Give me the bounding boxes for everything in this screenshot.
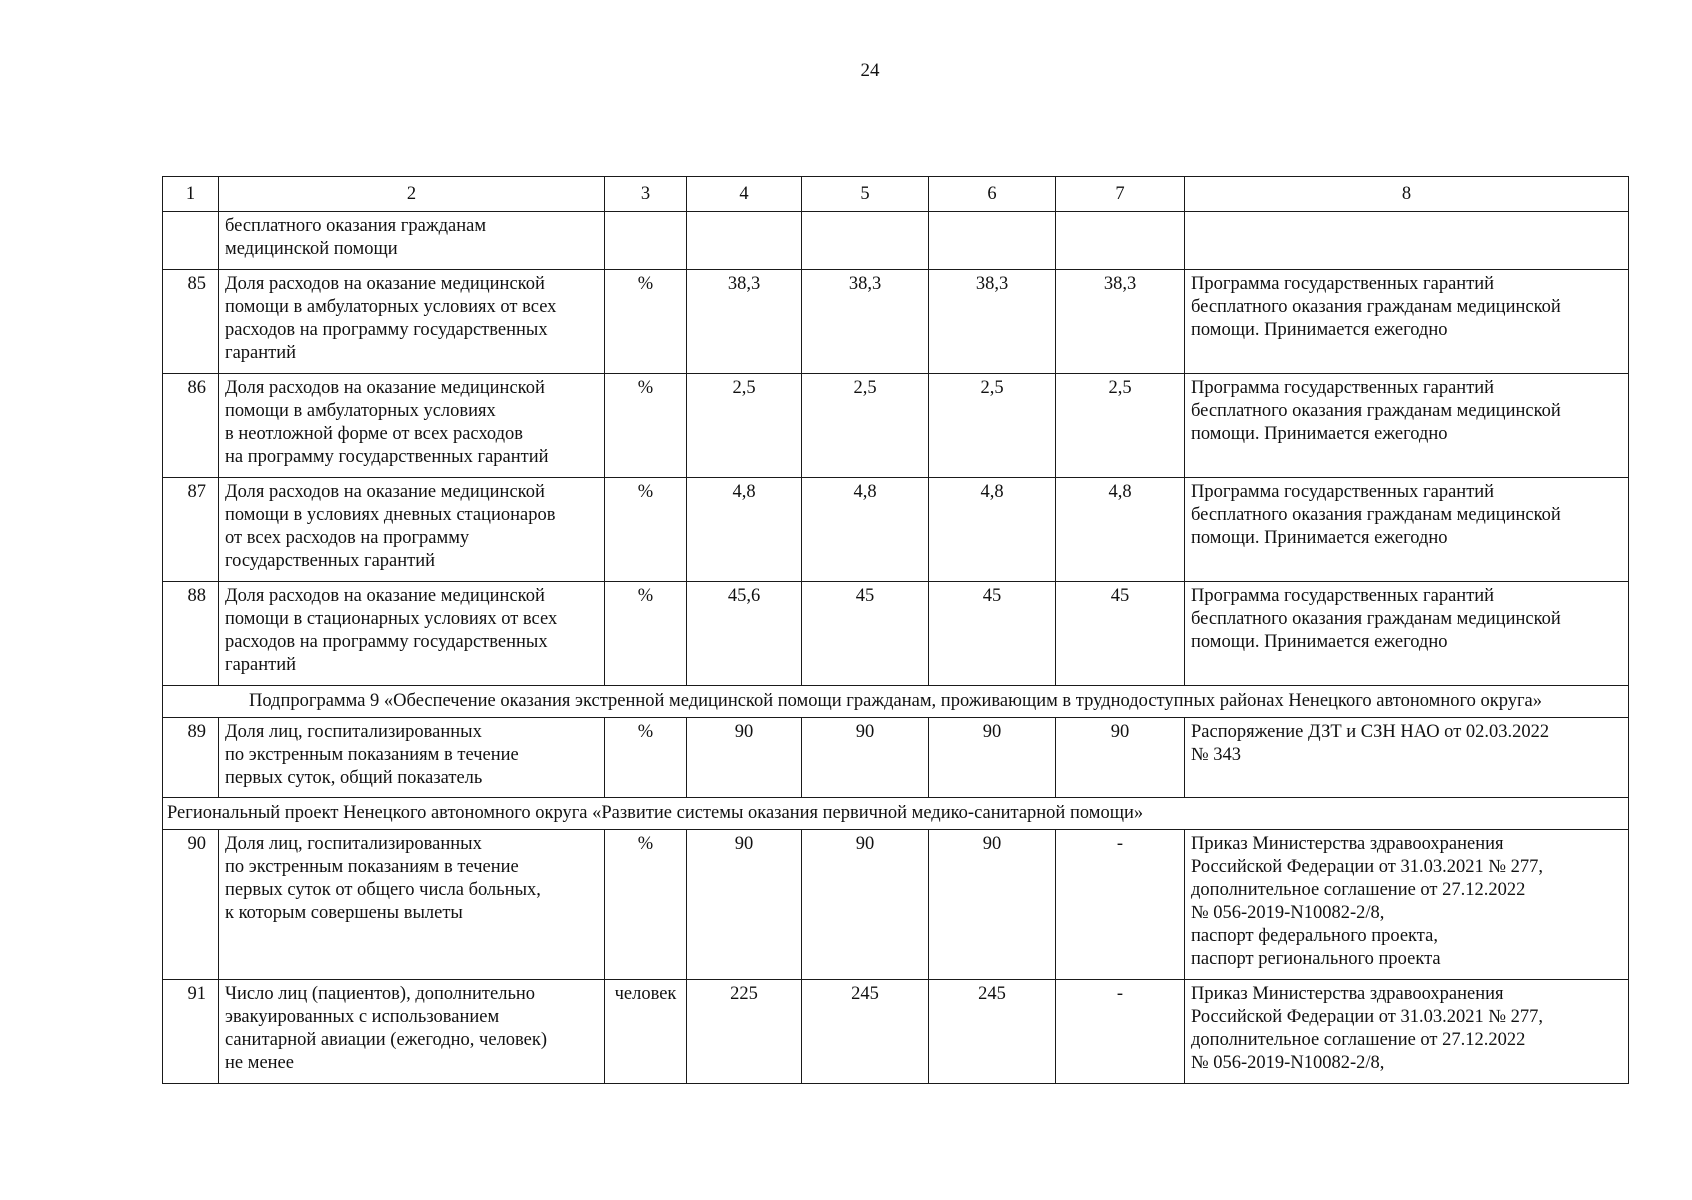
source-line: дополнительное соглашение от 27.12.2022 — [1191, 880, 1526, 900]
table-row — [163, 980, 1629, 1084]
indicator-number-cell: 85 — [163, 270, 219, 374]
value-cell-v5: 90 — [802, 830, 929, 980]
indicator-name-line: помощи в условиях дневных стационаров — [225, 505, 556, 525]
value-cell — [929, 212, 1056, 270]
value-cell-v5: 38,3 — [802, 270, 929, 374]
source-line: Российской Федерации от 31.03.2021 № 277, — [1191, 857, 1544, 877]
source-line: помощи. Принимается ежегодно — [1191, 320, 1448, 340]
indicator-name-line: эвакуированных с использованием — [225, 1007, 500, 1027]
column-header: 3 — [605, 177, 687, 212]
source-cell — [1185, 830, 1629, 980]
table-row — [163, 478, 1629, 582]
table-row — [163, 582, 1629, 686]
source-line: Российской Федерации от 31.03.2021 № 277, — [1191, 1007, 1544, 1027]
value-cell-v4: 4,8 — [687, 478, 802, 582]
source-cell — [1185, 582, 1629, 686]
indicator-name-line: Доля лиц, госпитализированных — [225, 834, 482, 854]
value-cell-v4: 38,3 — [687, 270, 802, 374]
value-cell-v4: 2,5 — [687, 374, 802, 478]
indicators-table — [162, 176, 1629, 1084]
indicator-name-line: помощи в амбулаторных условиях от всех — [225, 297, 557, 317]
indicator-number-cell: 88 — [163, 582, 219, 686]
source-line: бесплатного оказания гражданам медицинской — [1191, 297, 1561, 317]
indicator-name-line: бесплатного оказания гражданам — [225, 216, 487, 236]
value-cell-v4: 90 — [687, 830, 802, 980]
source-cell — [1185, 980, 1629, 1084]
indicator-name-line: гарантий — [225, 343, 297, 363]
column-number-header-row — [163, 177, 1629, 212]
indicator-name-line: санитарной авиации (ежегодно, человек) — [225, 1030, 548, 1050]
source-line: № 056-2019-N10082-2/8, — [1191, 903, 1385, 923]
source-line: Приказ Министерства здравоохранения — [1191, 834, 1504, 854]
value-cell-v7: 2,5 — [1056, 374, 1185, 478]
subprogram-section-row-title: Подпрограмма 9 «Обеспечение оказания экстренной медицинской помощи гражданам, проживающим в труднодоступных районах Ненецкого автономного округа» — [163, 686, 1629, 718]
value-cell-v4: 90 — [687, 718, 802, 798]
value-cell-v7: 4,8 — [1056, 478, 1185, 582]
source-line: бесплатного оказания гражданам медицинской — [1191, 609, 1561, 629]
indicator-name-cell — [219, 718, 605, 798]
source-line: паспорт регионального проекта — [1191, 949, 1441, 969]
unit-cell — [605, 212, 687, 270]
indicator-name-line: Доля расходов на оказание медицинской — [225, 586, 545, 606]
indicator-name-line: расходов на программу государственных — [225, 632, 548, 652]
value-cell-v5: 45 — [802, 582, 929, 686]
source-line: № 056-2019-N10082-2/8, — [1191, 1053, 1385, 1073]
column-header: 1 — [163, 177, 219, 212]
source-line: Распоряжение ДЗТ и СЗН НАО от 02.03.2022 — [1191, 722, 1550, 742]
indicator-name-cell — [219, 582, 605, 686]
indicator-name-line: Доля расходов на оказание медицинской — [225, 274, 545, 294]
indicator-name-cell — [219, 980, 605, 1084]
indicator-name-line: расходов на программу государственных — [225, 320, 548, 340]
indicator-number-cell: 87 — [163, 478, 219, 582]
indicator-name-cell — [219, 270, 605, 374]
value-cell-v7: 38,3 — [1056, 270, 1185, 374]
indicator-number-cell — [163, 212, 219, 270]
table-row — [163, 270, 1629, 374]
indicator-number-cell: 91 — [163, 980, 219, 1084]
indicator-number-cell: 90 — [163, 830, 219, 980]
indicator-name-cell — [219, 212, 605, 270]
indicator-name-cell — [219, 830, 605, 980]
indicator-name-line: по экстренным показаниям в течение — [225, 857, 519, 877]
indicator-number-cell: 86 — [163, 374, 219, 478]
value-cell-v6: 90 — [929, 718, 1056, 798]
source-line: помощи. Принимается ежегодно — [1191, 632, 1448, 652]
source-line: Программа государственных гарантий — [1191, 482, 1495, 502]
source-cell — [1185, 270, 1629, 374]
unit-cell: человек — [605, 980, 687, 1084]
indicator-name-line: первых суток от общего числа больных, — [225, 880, 541, 900]
value-cell-v4: 225 — [687, 980, 802, 1084]
column-header: 6 — [929, 177, 1056, 212]
value-cell-v6: 245 — [929, 980, 1056, 1084]
source-line: Программа государственных гарантий — [1191, 586, 1495, 606]
column-header: 8 — [1185, 177, 1629, 212]
value-cell-v5: 245 — [802, 980, 929, 1084]
source-line: Программа государственных гарантий — [1191, 378, 1495, 398]
column-header: 5 — [802, 177, 929, 212]
regional-project-section-row — [163, 798, 1629, 830]
value-cell-v7: 45 — [1056, 582, 1185, 686]
unit-cell: % — [605, 374, 687, 478]
subprogram-section-row — [163, 686, 1629, 718]
value-cell-v4: 45,6 — [687, 582, 802, 686]
column-header: 2 — [219, 177, 605, 212]
source-line: помощи. Принимается ежегодно — [1191, 424, 1448, 444]
table-row — [163, 830, 1629, 980]
indicator-name-line: к которым совершены вылеты — [225, 903, 463, 923]
indicator-name-line: Доля расходов на оказание медицинской — [225, 378, 545, 398]
continuation-row — [163, 212, 1629, 270]
indicator-name-line: на программу государственных гарантий — [225, 447, 549, 467]
indicator-name-line: помощи в амбулаторных условиях — [225, 401, 496, 421]
value-cell-v6: 45 — [929, 582, 1056, 686]
value-cell-v7: - — [1056, 830, 1185, 980]
source-cell — [1185, 718, 1629, 798]
source-line: дополнительное соглашение от 27.12.2022 — [1191, 1030, 1526, 1050]
indicator-name-cell — [219, 478, 605, 582]
source-cell — [1185, 212, 1629, 270]
value-cell — [687, 212, 802, 270]
indicator-name-line: в неотложной форме от всех расходов — [225, 424, 524, 444]
indicator-name-line: от всех расходов на программу — [225, 528, 470, 548]
value-cell — [802, 212, 929, 270]
column-header: 7 — [1056, 177, 1185, 212]
unit-cell: % — [605, 270, 687, 374]
source-cell — [1185, 374, 1629, 478]
value-cell-v7: 90 — [1056, 718, 1185, 798]
value-cell-v5: 2,5 — [802, 374, 929, 478]
regional-project-section-row-title: Региональный проект Ненецкого автономного округа «Развитие системы оказания первичной медико-санитарной помощи» — [163, 798, 1629, 830]
indicator-name-line: Доля расходов на оказание медицинской — [225, 482, 545, 502]
source-line: Программа государственных гарантий — [1191, 274, 1495, 294]
value-cell-v7: - — [1056, 980, 1185, 1084]
indicator-name-line: Доля лиц, госпитализированных — [225, 722, 482, 742]
unit-cell: % — [605, 478, 687, 582]
unit-cell: % — [605, 582, 687, 686]
unit-cell: % — [605, 718, 687, 798]
indicator-name-line: помощи в стационарных условиях от всех — [225, 609, 558, 629]
value-cell-v6: 4,8 — [929, 478, 1056, 582]
value-cell-v6: 90 — [929, 830, 1056, 980]
indicator-name-line: по экстренным показаниям в течение — [225, 745, 519, 765]
source-line: бесплатного оказания гражданам медицинской — [1191, 401, 1561, 421]
value-cell-v6: 38,3 — [929, 270, 1056, 374]
indicator-number-cell: 89 — [163, 718, 219, 798]
indicator-name-line: не менее — [225, 1053, 294, 1073]
value-cell-v5: 4,8 — [802, 478, 929, 582]
indicator-name-line: гарантий — [225, 655, 297, 675]
indicator-name-line: первых суток, общий показатель — [225, 768, 483, 788]
source-cell — [1185, 478, 1629, 582]
indicator-name-line: государственных гарантий — [225, 551, 436, 571]
source-line: помощи. Принимается ежегодно — [1191, 528, 1448, 548]
table-row — [163, 374, 1629, 478]
source-line: № 343 — [1191, 745, 1242, 765]
value-cell — [1056, 212, 1185, 270]
unit-cell: % — [605, 830, 687, 980]
indicator-name-line: медицинской помощи — [225, 239, 398, 259]
column-header: 4 — [687, 177, 802, 212]
source-line: Приказ Министерства здравоохранения — [1191, 984, 1504, 1004]
indicator-name-line: Число лиц (пациентов), дополнительно — [225, 984, 536, 1004]
page-number: 24 — [860, 60, 880, 81]
source-line: бесплатного оказания гражданам медицинской — [1191, 505, 1561, 525]
indicator-name-cell — [219, 374, 605, 478]
value-cell-v6: 2,5 — [929, 374, 1056, 478]
table-row — [163, 718, 1629, 798]
value-cell-v5: 90 — [802, 718, 929, 798]
source-line: паспорт федерального проекта, — [1191, 926, 1438, 946]
